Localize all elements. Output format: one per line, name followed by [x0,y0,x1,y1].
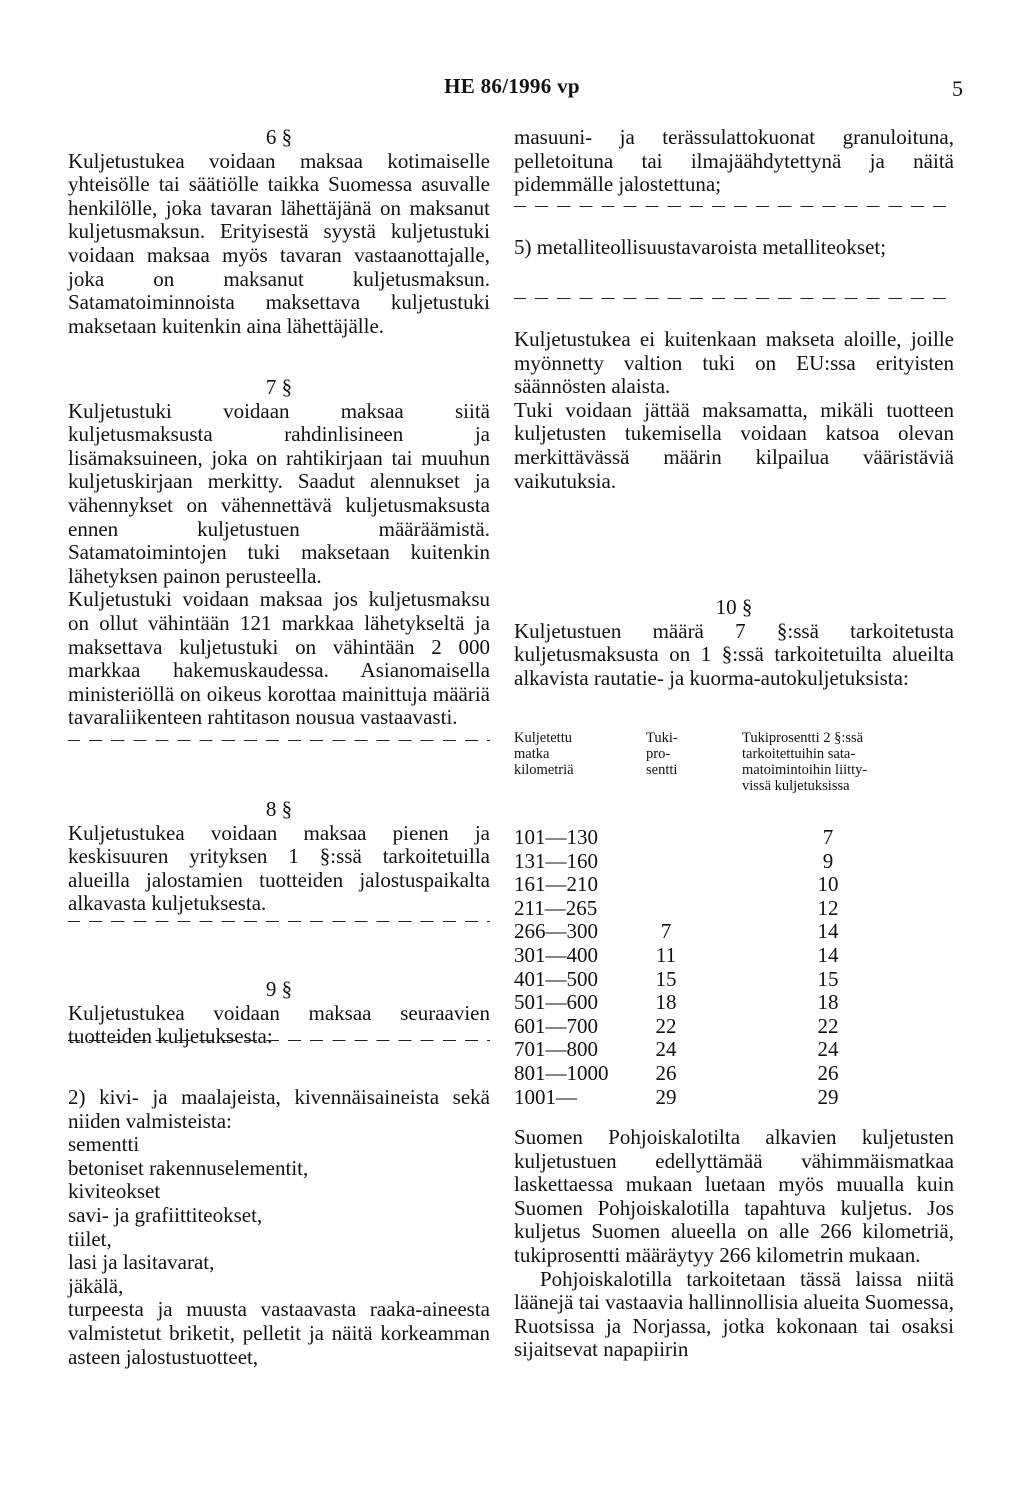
item-5-text: 5) metalliteollisuustavaroista metalliteokset; [514,235,887,259]
distance-cell: 801—1000 [514,1060,609,1085]
distance-cell: 701—800 [514,1037,598,1062]
table-row [514,1062,954,1086]
harbor-percent-cell: 9 [822,848,834,873]
list-item: kiviteokset [68,1179,161,1204]
harbor-percent-cell: 7 [822,825,834,849]
percent-cell: 7 [660,919,672,944]
list-item: lasi ja lasitavarat, [68,1250,215,1275]
distance-cell: 161—210 [514,872,598,897]
table-header-line: tarkoitettuihin sata- [742,746,856,762]
table-body [514,826,954,1109]
table-row [514,850,954,874]
page-number: 5 [952,76,963,101]
distance-cell: 501—600 [514,990,598,1015]
section-9-heading: 9 § [265,977,293,1001]
distance-cell: 1001— [514,1084,577,1109]
section-8 [68,798,490,916]
table-row [514,897,954,921]
table-header-distance [514,730,574,778]
list-item: sementti [68,1132,140,1157]
harbor-percent-cell: 15 [817,966,839,991]
distance-cell: 601—700 [514,1013,598,1038]
table-row [514,1038,954,1062]
list-item: savi- ja grafiittiteokset, [68,1202,263,1227]
table-row [514,920,954,944]
table-row [514,944,954,968]
list-item: turpeesta ja muusta vastaavasta raaka-aineesta valmistetut briketit, pelletit ja näitä korkeamman asteen jalostustuotteet, [68,1297,490,1369]
table-row [514,873,954,897]
harbor-percent-cell: 14 [817,919,839,944]
section-6-paragraph: Kuljetustukea voidaan maksaa kotimaiselle yhteisölle tai säätiölle taikka Suomessa asuvalle henkilölle, joka tavaran lähettäjänä on maksanut kuljetusmaksun. Erityisestä syystä kuljetustuki voidaan maksaa myös tavaran vastaanottajalle, joka on maksanut kuljetusmaksun. Satamatoiminnoista maksettava kuljetustuki maksetaan kuitenkin aina lähettäjälle. [68,148,490,338]
list-item: jäkälä, [68,1273,124,1298]
distance-cell: 101—130 [514,825,598,849]
paragraph-pohjoiskalotti-definition: Pohjoiskalotilla tarkoitetaan tässä laissa niitä läänejä tai vastaavia hallinnollisia alueita Suomessa, Ruotsissa ja Norjassa, jotka kokonaan tai osaksi sijaitsevat napapiirin [514,1266,954,1362]
table-header-line: vissä kuljetuksissa [742,778,850,794]
section-10 [514,596,954,690]
item-2-intro: 2) kivi- ja maalajeista, kivennäisaineista sekä niiden valmisteista: [68,1085,490,1133]
table-header-line: sentti [646,762,678,778]
section-6-heading: 6 § [265,125,293,149]
table-header-line: Tukiprosentti 2 §:ssä [742,730,864,746]
percent-cell: 18 [655,990,677,1015]
section-7-paragraph-1: Kuljetustuki voidaan maksaa siitä kuljetusmaksusta rahdinlisineen ja lisämaksuineen, joka on rahtikirjaan tai muuhun kuljetuskirjaan merkitty. Saadut alennukset ja vähennykset on vähennettävä kuljetusmaksusta ennen kuljetustuen määräämistä. Satamatoimintojen tuki maksetaan kuitenkin lähetyksen painon perusteella. [68,398,490,588]
percent-cell: 29 [655,1084,677,1109]
document-header: HE 86/1996 vp [444,74,580,98]
item-continuation [514,126,954,197]
omission-line [68,1040,490,1041]
percent-cell: 15 [655,966,677,991]
distance-cell: 266—300 [514,919,598,944]
table-header-line: matka [514,746,550,762]
table-row [514,1086,954,1110]
table-header-harbor-percent [742,730,867,794]
table-header-line: kilometriä [514,762,574,778]
table-header-line: Tuki- [646,730,678,746]
harbor-percent-cell: 26 [817,1060,839,1085]
list-item: betoniset rakennuselementit, [68,1155,309,1180]
section-10-heading: 10 § [715,595,753,619]
percent-cell: 11 [655,942,677,967]
table-row [514,826,954,850]
table-row [514,1015,954,1039]
list-item: tiilet, [68,1226,112,1251]
item-5 [514,236,954,260]
distance-cell: 211—265 [514,895,598,920]
distance-cell: 401—500 [514,966,598,991]
right-closing-paragraphs [514,1126,954,1362]
harbor-percent-cell: 22 [817,1013,839,1038]
table-header-line: matoimintoihin liitty- [742,762,868,778]
harbor-percent-cell: 12 [817,895,839,920]
paragraph-pohjoiskalotti-minimum: Suomen Pohjoiskalotilta alkavien kuljetusten kuljetustuen edellyttämää vähimmäismatkaa laskettaessa mukaan luetaan myös muualla kuin Suomen Pohjoiskalotilla tapahtuva kuljetus. Jos kuljetus Suomen alueella on alle 266 kilometriä, tukiprosentti määräytyy 266 kilometrin mukaan. [514,1125,954,1267]
distance-cell: 301—400 [514,942,598,967]
paragraph-competition: Tuki voidaan jättää maksamatta, mikäli tuotteen kuljetusten tukemisella voidaan katsoa olevan merkittävässä määrin kilpailua vääristäviä vaikutuksia. [514,397,954,493]
section-8-heading: 8 § [265,797,293,821]
section-7 [68,376,490,730]
harbor-percent-cell: 29 [817,1084,839,1109]
right-paragraphs [514,328,954,493]
harbor-percent-cell: 10 [817,872,839,897]
harbor-percent-cell: 18 [817,990,839,1015]
item-continuation-text: masuuni- ja terässulattokuonat granuloituna, pelletoituna tai ilmajäähdytettynä ja näitä pidemmälle jalostettuna; [514,125,954,197]
table-row [514,968,954,992]
distance-cell: 131—160 [514,848,598,873]
section-7-paragraph-2: Kuljetustuki voidaan maksaa jos kuljetusmaksu on ollut vähintään 121 markkaa lähetykseltä ja maksettava kuljetustuki on vähintään 2 000 markkaa hakemuskaudessa. Asianomaisella ministeriöllä on oikeus korottaa mainittuja määriä tavaraliikenteen rahtitason nousua vastaavasti. [68,587,490,730]
omission-line [514,206,954,207]
section-9-paragraph: Kuljetustukea voidaan maksaa seuraavien tuotteiden kuljetuksesta: [68,1000,490,1049]
section-9 [68,978,490,1049]
table-header-percent [646,730,678,778]
omission-line [68,740,490,741]
table-row [514,991,954,1015]
omission-line [68,921,490,922]
percent-cell: 22 [655,1013,677,1038]
paragraph-eu-state-aid: Kuljetustukea ei kuitenkaan makseta aloille, joille myönnetty valtion tuki on EU:ssa erityisten säännösten alaista. [514,327,954,399]
table-header-line: Kuljetettu [514,730,572,746]
section-10-paragraph: Kuljetustuen määrä 7 §:ssä tarkoitetusta kuljetusmaksusta on 1 §:ssä tarkoitetuilta alueilta alkavista rautatie- ja kuorma-autokuljetuksista: [514,618,954,690]
section-7-heading: 7 § [265,375,293,399]
harbor-percent-cell: 24 [817,1037,839,1062]
section-8-paragraph: Kuljetustukea voidaan maksaa pienen ja keskisuuren yrityksen 1 §:ssä tarkoitetuilla alueilla jalostamien tuotteiden jalostuspaikalta alkavasta kuljetuksesta. [68,820,490,916]
section-9-item-2 [68,1086,490,1369]
section-6 [68,126,490,338]
harbor-percent-cell: 14 [817,942,839,967]
table-header-line: pro- [646,746,671,762]
percent-cell: 24 [655,1037,677,1062]
percent-cell: 26 [655,1060,677,1085]
omission-line [514,298,954,299]
